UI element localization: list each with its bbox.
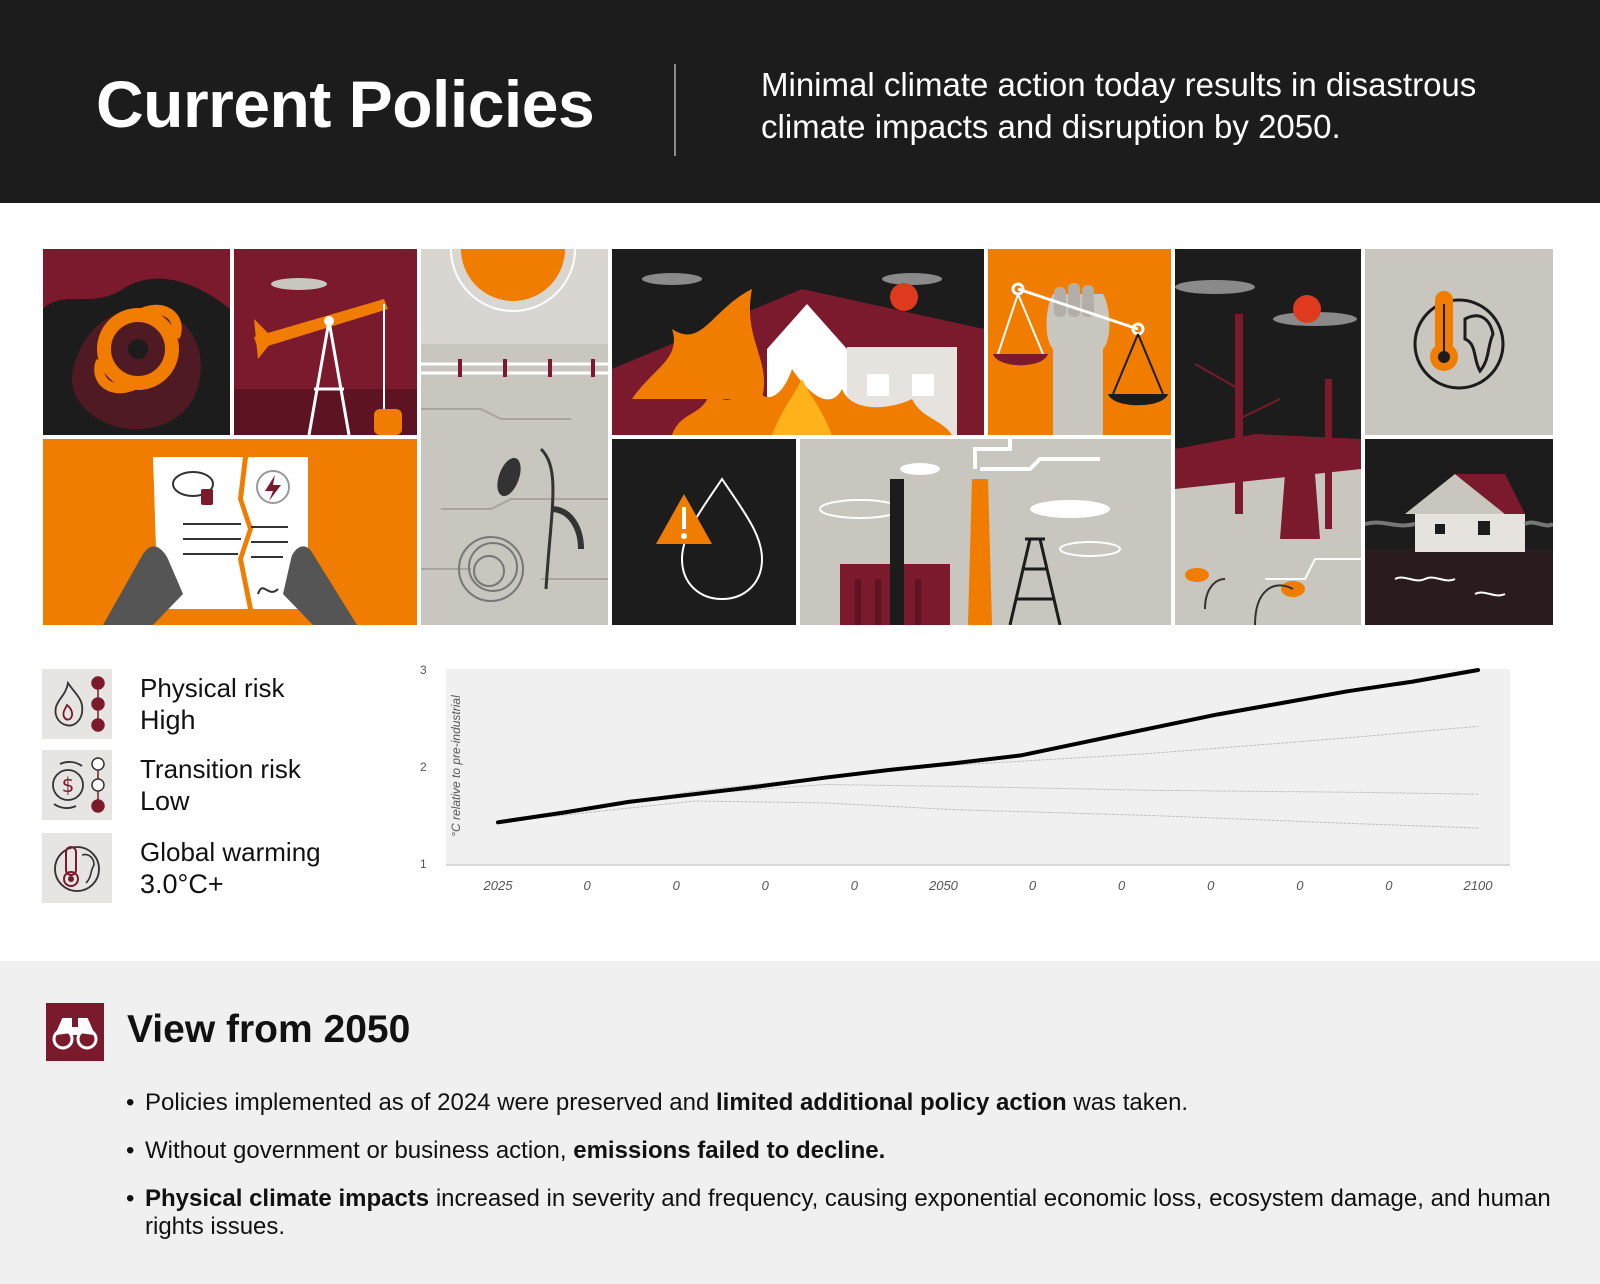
x-tick-label: 0 bbox=[1385, 878, 1393, 893]
y-axis-label: °C relative to pre-industrial bbox=[449, 695, 463, 837]
water-warning-icon bbox=[612, 439, 796, 625]
bullet-text: Policies implemented as of 2024 were preserved and bbox=[145, 1089, 716, 1116]
risk-label: Transition risk bbox=[140, 754, 301, 784]
view-panel bbox=[0, 961, 1600, 1284]
bullet-emphasis: limited additional policy action bbox=[715, 1089, 1067, 1116]
x-tick-label: 0 bbox=[761, 878, 769, 893]
bullet-text: Without government or business action, bbox=[145, 1137, 574, 1164]
drought-field-icon bbox=[421, 249, 608, 625]
bullet-emphasis: emissions failed to decline. bbox=[573, 1137, 886, 1164]
risk-level-dot bbox=[92, 698, 104, 710]
risk-value: 3.0°C+ bbox=[140, 869, 224, 899]
transition-dollar-icon bbox=[42, 750, 112, 820]
bullet-text: increased in severity and frequency, causing exponential economic loss, ecosystem damage, and human rights issues. bbox=[145, 1185, 1551, 1240]
x-tick-label: 0 bbox=[1207, 878, 1215, 893]
view-bullet bbox=[126, 1137, 1566, 1165]
risk-value: High bbox=[140, 705, 196, 735]
x-tick-label: 0 bbox=[850, 878, 858, 893]
view-title: View from 2050 bbox=[127, 1008, 411, 1051]
risk-level-dot bbox=[92, 779, 104, 791]
risk-label: Physical risk bbox=[140, 673, 285, 703]
x-tick-label: 0 bbox=[1118, 878, 1126, 893]
hurricane-icon bbox=[43, 249, 230, 435]
oil-pump-icon bbox=[234, 249, 417, 435]
y-tick-label: 2 bbox=[420, 760, 427, 774]
flooded-house-icon bbox=[1365, 439, 1553, 625]
x-tick-label: 0 bbox=[1028, 878, 1037, 893]
view-bullet bbox=[126, 1185, 1566, 1241]
justice-scales-icon bbox=[988, 249, 1171, 435]
y-tick-label: 3 bbox=[420, 663, 427, 677]
risk-level-dot bbox=[92, 677, 104, 689]
page-subtitle: Minimal climate action today results in disastrous climate impacts and disruption by 2050. bbox=[761, 66, 1477, 145]
risk-level-dot bbox=[92, 719, 104, 731]
temperature-chart-svg bbox=[418, 660, 1538, 912]
temperature-chart bbox=[418, 660, 1538, 912]
y-tick-label: 1 bbox=[420, 857, 427, 871]
risk-value: Low bbox=[140, 786, 190, 816]
svg-text:$: $ bbox=[61, 773, 75, 797]
risk-global-warming bbox=[42, 833, 382, 905]
view-bullets bbox=[126, 1089, 1566, 1261]
house-fire-icon bbox=[612, 249, 984, 435]
x-tick-label: 0 bbox=[672, 878, 680, 893]
x-tick-label: 2050 bbox=[928, 878, 958, 893]
plot-background bbox=[446, 669, 1510, 865]
page-title: Current Policies bbox=[96, 67, 595, 141]
dead-forest-icon bbox=[1175, 249, 1361, 625]
bullet-text: was taken. bbox=[1066, 1089, 1189, 1116]
factory-smokestacks-icon bbox=[800, 439, 1171, 625]
header-banner bbox=[0, 0, 1600, 203]
x-tick-label: 2025 bbox=[483, 878, 513, 893]
risk-transition bbox=[42, 750, 382, 822]
x-tick-label: 2100 bbox=[1463, 878, 1493, 893]
view-bullet bbox=[126, 1089, 1566, 1117]
risk-level-dot bbox=[92, 800, 104, 812]
risk-label: Global warming bbox=[140, 837, 321, 867]
torn-co2-contract-icon bbox=[43, 439, 417, 625]
thermometer-globe-icon bbox=[42, 833, 112, 903]
x-tick-label: 0 bbox=[583, 878, 591, 893]
binoculars-icon bbox=[46, 1003, 104, 1061]
x-tick-label: 0 bbox=[1296, 878, 1304, 893]
fire-risk-icon bbox=[42, 669, 112, 739]
header-divider bbox=[674, 64, 676, 156]
risk-physical bbox=[42, 669, 382, 741]
risk-level-dot bbox=[92, 758, 104, 770]
bullet-emphasis: Physical climate impacts bbox=[145, 1185, 430, 1212]
thermometer-globe-icon bbox=[1365, 249, 1553, 435]
